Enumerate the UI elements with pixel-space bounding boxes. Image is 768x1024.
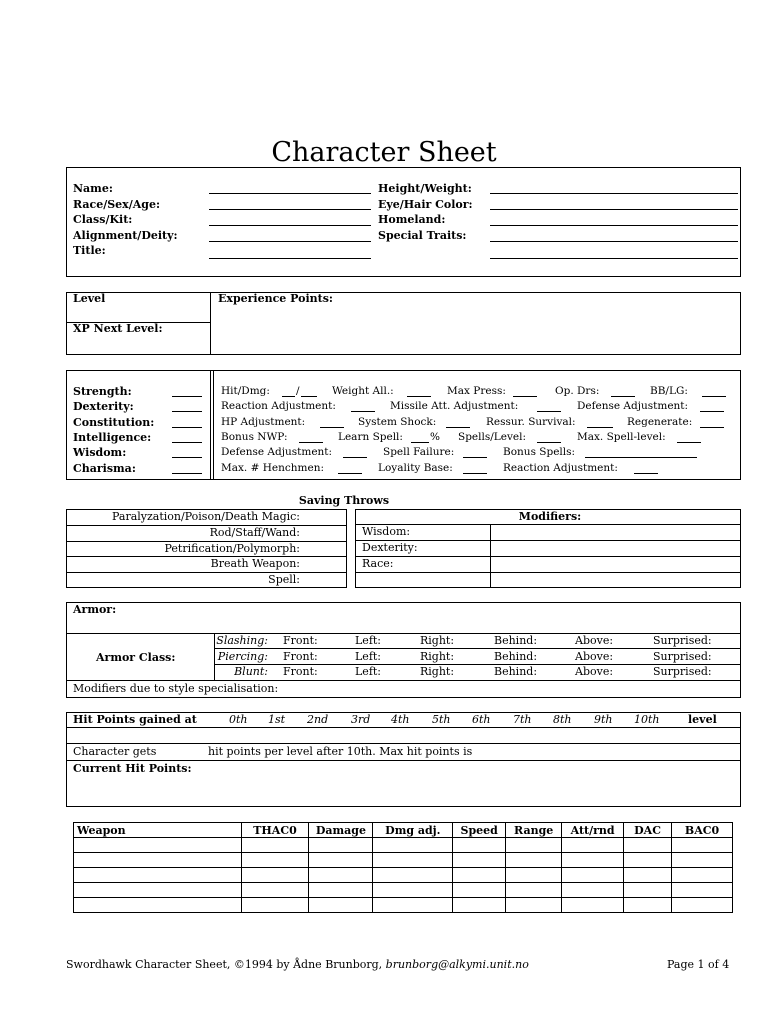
armor-type-label: Piercing:	[217, 649, 268, 663]
weapon-row[interactable]	[74, 883, 733, 898]
ability-score-field[interactable]	[172, 473, 202, 474]
weapon-cell[interactable]	[373, 853, 453, 868]
ability-detail-field[interactable]	[513, 396, 537, 397]
weapons-header-cell: Range	[506, 823, 562, 838]
weapon-cell[interactable]	[74, 868, 242, 883]
ability-detail-label: Max Press:	[447, 385, 506, 397]
weapon-cell[interactable]	[241, 853, 309, 868]
footer-credit	[66, 958, 529, 971]
ability-detail-label: Spells/Level:	[458, 430, 526, 443]
weapon-cell[interactable]	[562, 868, 624, 883]
ability-detail-field[interactable]	[282, 396, 295, 397]
ability-detail-field[interactable]	[301, 396, 317, 397]
armor-direction-label: Surprised:	[653, 665, 712, 679]
weapon-cell[interactable]	[74, 898, 242, 913]
ability-detail-label: Defense Adjustment:	[221, 446, 333, 459]
weapon-cell[interactable]	[506, 868, 562, 883]
weapon-cell[interactable]	[241, 898, 309, 913]
ability-detail-label: Max. Spell-level:	[577, 430, 666, 443]
ability-label: Dexterity:	[73, 400, 134, 414]
armor-direction-label: Above:	[575, 665, 614, 679]
ability-detail-label: Learn Spell:	[338, 430, 403, 443]
weapon-cell[interactable]	[74, 853, 242, 868]
weapon-cell[interactable]	[506, 898, 562, 913]
title-field[interactable]	[209, 258, 371, 259]
weapons-header-cell: Damage	[309, 823, 373, 838]
armor-direction-label: Right:	[420, 634, 455, 647]
weapons-header-cell: Weapon	[74, 823, 242, 838]
armor-direction-label: Left:	[355, 634, 382, 647]
ability-score-field[interactable]	[172, 411, 202, 412]
saving-throw-label: Breath Weapon:	[210, 557, 300, 571]
weapon-cell[interactable]	[241, 838, 309, 853]
style-modifiers-label: Modifiers due to style specialisation:	[73, 682, 279, 695]
weapons-header-row	[74, 823, 733, 838]
weapon-cell[interactable]	[562, 898, 624, 913]
weapons-header-cell: DAC	[624, 823, 672, 838]
hit-points-gained-label: Hit Points gained at	[73, 713, 197, 726]
current-hit-points-label: Current Hit Points:	[73, 762, 192, 775]
ability-detail-label: Reaction Adjustment:	[221, 400, 336, 413]
ability-detail-field[interactable]	[587, 427, 613, 428]
ability-detail-field[interactable]	[585, 457, 697, 458]
ability-detail-field[interactable]	[611, 396, 635, 397]
weapon-cell[interactable]	[624, 883, 672, 898]
ability-detail-label: Weight All.:	[332, 385, 394, 397]
armor-direction-label: Front:	[283, 634, 318, 647]
saving-throw-label: Petrification/Polymorph:	[164, 541, 300, 555]
race-sex-age-field[interactable]	[209, 209, 371, 210]
weapon-cell[interactable]	[506, 838, 562, 853]
experience-points-label: Experience Points:	[218, 292, 333, 305]
footer-credit-text: Swordhawk Character Sheet, ©1994 by Ådne Brunborg,	[66, 958, 383, 971]
saving-throw-label: Rod/Staff/Wand:	[209, 525, 300, 539]
ability-detail-label: Bonus Spells:	[503, 446, 576, 459]
ability-detail-field[interactable]	[343, 457, 367, 458]
ability-detail-label: Regenerate:	[627, 415, 693, 428]
armor-direction-label: Front:	[283, 665, 318, 679]
ability-score-field[interactable]	[172, 457, 202, 458]
weapon-row[interactable]	[74, 853, 733, 868]
armor-type-label: Blunt:	[234, 665, 268, 679]
hp-level-label: 6th	[472, 713, 491, 726]
ability-detail-field[interactable]	[320, 427, 344, 428]
armor-direction-label: Left:	[355, 649, 382, 663]
info-label: Special Traits:	[378, 228, 467, 242]
saving-throw-label: Paralyzation/Poison/Death Magic:	[111, 510, 300, 523]
weapons-header-cell: Att/rnd	[562, 823, 624, 838]
homeland-field[interactable]	[490, 225, 738, 226]
mod-row-divider	[355, 572, 741, 573]
hp-per-level-label: hit points per level after 10th. Max hit points is	[208, 745, 473, 758]
level-label: Level	[73, 292, 106, 305]
weapon-cell[interactable]	[74, 838, 242, 853]
weapon-cell[interactable]	[624, 868, 672, 883]
special-traits-field-2[interactable]	[490, 258, 738, 259]
ability-label: Strength:	[73, 385, 132, 398]
hp-level-label: 7th	[513, 713, 532, 726]
ability-detail-field[interactable]	[411, 442, 429, 443]
footer-page: Page 1 of 4	[667, 958, 730, 971]
hp-level-label: 4th	[391, 713, 410, 726]
weapon-cell[interactable]	[672, 883, 733, 898]
page-title: Character Sheet	[271, 137, 497, 168]
weapon-cell[interactable]	[624, 838, 672, 853]
weapon-cell[interactable]	[309, 868, 373, 883]
eye-hair-field[interactable]	[490, 209, 738, 210]
ability-detail-label: HP Adjustment:	[221, 415, 306, 428]
armor-direction-label: Behind:	[494, 634, 538, 647]
armor-direction-label: Left:	[355, 665, 382, 679]
hp-level-label: 9th	[594, 713, 613, 726]
character-gets-label: Character gets	[73, 745, 157, 758]
weapon-cell[interactable]	[241, 868, 309, 883]
height-weight-field[interactable]	[490, 193, 738, 194]
ability-detail-field[interactable]	[463, 457, 487, 458]
mod-row-divider	[355, 524, 741, 525]
modifier-label: Wisdom:	[362, 525, 411, 538]
ability-detail-field[interactable]	[700, 411, 724, 412]
weapon-cell[interactable]	[624, 853, 672, 868]
ability-detail-field[interactable]	[351, 411, 375, 412]
hp-level-label: 5th	[432, 713, 451, 726]
ability-label: Charisma:	[73, 461, 136, 475]
weapon-cell[interactable]	[453, 868, 506, 883]
weapons-table	[73, 822, 733, 913]
ability-label: Intelligence:	[73, 430, 152, 444]
ability-detail-label: Hit/Dmg:	[221, 385, 270, 397]
weapon-cell[interactable]	[309, 853, 373, 868]
weapon-row[interactable]	[74, 868, 733, 883]
ability-detail-field[interactable]	[338, 473, 362, 474]
ability-detail-field[interactable]	[700, 427, 724, 428]
class-kit-field[interactable]	[209, 225, 371, 226]
modifier-label: Race:	[362, 556, 394, 570]
ability-detail-label: Missile Att. Adjustment:	[390, 400, 519, 413]
hp-level-label: 3rd	[351, 713, 371, 726]
ability-detail-label: Bonus NWP:	[221, 430, 288, 443]
weapon-cell[interactable]	[672, 868, 733, 883]
ability-detail-label: BB/LG:	[650, 385, 688, 397]
weapon-cell[interactable]	[672, 838, 733, 853]
modifier-label: Dexterity:	[362, 540, 418, 554]
ability-detail-field[interactable]	[537, 411, 561, 412]
armor-direction-label: Right:	[420, 649, 455, 663]
ability-detail-label: Defense Adjustment:	[577, 400, 689, 413]
footer-email[interactable]: brunborg@alkymi.unit.no	[385, 958, 529, 971]
weapon-cell[interactable]	[453, 853, 506, 868]
weapons-header-cell: Speed	[453, 823, 506, 838]
ability-detail-label: Reaction Adjustment:	[503, 461, 618, 474]
weapon-cell[interactable]	[309, 898, 373, 913]
info-label: Eye/Hair Color:	[378, 197, 473, 211]
weapon-cell[interactable]	[562, 853, 624, 868]
weapon-cell[interactable]	[506, 853, 562, 868]
weapon-cell[interactable]	[453, 883, 506, 898]
special-traits-field[interactable]	[490, 241, 738, 242]
weapon-cell[interactable]	[241, 883, 309, 898]
weapon-cell[interactable]	[562, 883, 624, 898]
armor-direction-label: Behind:	[494, 665, 538, 679]
armor-direction-label: Right:	[420, 665, 455, 679]
hp-level-label: 1st	[268, 713, 286, 726]
weapon-cell[interactable]	[309, 883, 373, 898]
name-field[interactable]	[209, 193, 371, 194]
weapon-cell[interactable]	[624, 898, 672, 913]
weapon-cell[interactable]	[453, 898, 506, 913]
weapon-cell[interactable]	[373, 883, 453, 898]
weapon-cell[interactable]	[453, 838, 506, 853]
info-label: Class/Kit:	[73, 213, 133, 226]
ability-detail-field[interactable]	[299, 442, 323, 443]
weapons-header-cell: Dmg adj.	[373, 823, 453, 838]
ability-detail-field[interactable]	[702, 396, 726, 397]
level-box	[66, 292, 741, 355]
hp-level-label: 2nd	[307, 713, 329, 726]
ability-detail-label: System Shock:	[358, 415, 437, 428]
armor-class-label: Armor Class:	[96, 651, 176, 664]
ability-detail-label: Loyality Base:	[378, 461, 453, 474]
hp-level-label: 10th	[634, 713, 660, 726]
weapon-row[interactable]	[74, 838, 733, 853]
ability-detail-label: Ressur. Survival:	[486, 415, 576, 428]
armor-direction-label: Surprised:	[653, 634, 712, 647]
weapon-cell[interactable]	[562, 838, 624, 853]
ability-detail-field[interactable]	[537, 442, 561, 443]
weapon-cell[interactable]	[309, 838, 373, 853]
ability-score-field[interactable]	[172, 427, 202, 428]
ability-detail-label: /	[296, 385, 300, 397]
level-word: level	[688, 713, 717, 726]
saving-throws-title: Saving Throws	[298, 494, 390, 507]
hp-level-label: 0th	[229, 713, 248, 726]
hp-level-label: 8th	[553, 713, 572, 726]
ability-detail-label: Max. # Henchmen:	[221, 461, 324, 474]
ability-detail-field[interactable]	[446, 427, 470, 428]
armor-direction-label: Surprised:	[653, 649, 712, 663]
alignment-deity-field[interactable]	[209, 241, 371, 242]
armor-type-label: Slashing:	[216, 634, 268, 647]
ability-score-field[interactable]	[172, 442, 202, 443]
weapon-cell[interactable]	[672, 853, 733, 868]
weapons-header-cell: BAC0	[672, 823, 733, 838]
info-label: Homeland:	[378, 213, 446, 226]
weapons-header-cell: THAC0	[241, 823, 309, 838]
ability-detail-label: Op. Drs:	[555, 385, 600, 397]
ability-detail-field[interactable]	[407, 396, 431, 397]
weapon-cell[interactable]	[74, 883, 242, 898]
info-label: Race/Sex/Age:	[73, 197, 161, 211]
weapon-row[interactable]	[74, 898, 733, 913]
ability-label: Constitution:	[73, 415, 155, 429]
armor-label: Armor:	[73, 603, 117, 616]
armor-direction-label: Above:	[575, 649, 614, 663]
info-label: Height/Weight:	[378, 182, 472, 195]
weapon-cell[interactable]	[373, 868, 453, 883]
weapon-cell[interactable]	[506, 883, 562, 898]
ability-detail-label: Spell Failure:	[383, 446, 455, 459]
modifiers-title: Modifiers:	[518, 510, 582, 523]
armor-direction-label: Front:	[283, 649, 318, 663]
info-label: Title:	[73, 244, 106, 257]
info-label: Name:	[73, 182, 113, 195]
weapon-cell[interactable]	[373, 898, 453, 913]
ability-detail-field[interactable]	[634, 473, 658, 474]
xp-next-label: XP Next Level:	[73, 322, 163, 335]
armor-direction-label: Behind:	[494, 649, 538, 663]
mod-row-divider	[355, 556, 741, 557]
weapon-cell[interactable]	[373, 838, 453, 853]
ability-detail-field[interactable]	[463, 473, 487, 474]
ability-label: Wisdom:	[73, 446, 127, 460]
ability-detail-field[interactable]	[677, 442, 701, 443]
ability-score-field[interactable]	[172, 396, 202, 397]
saving-throw-label: Spell:	[268, 573, 300, 587]
weapon-cell[interactable]	[672, 898, 733, 913]
armor-direction-label: Above:	[575, 634, 614, 647]
ability-detail-label: %	[430, 430, 440, 443]
info-label: Alignment/Deity:	[73, 228, 178, 242]
